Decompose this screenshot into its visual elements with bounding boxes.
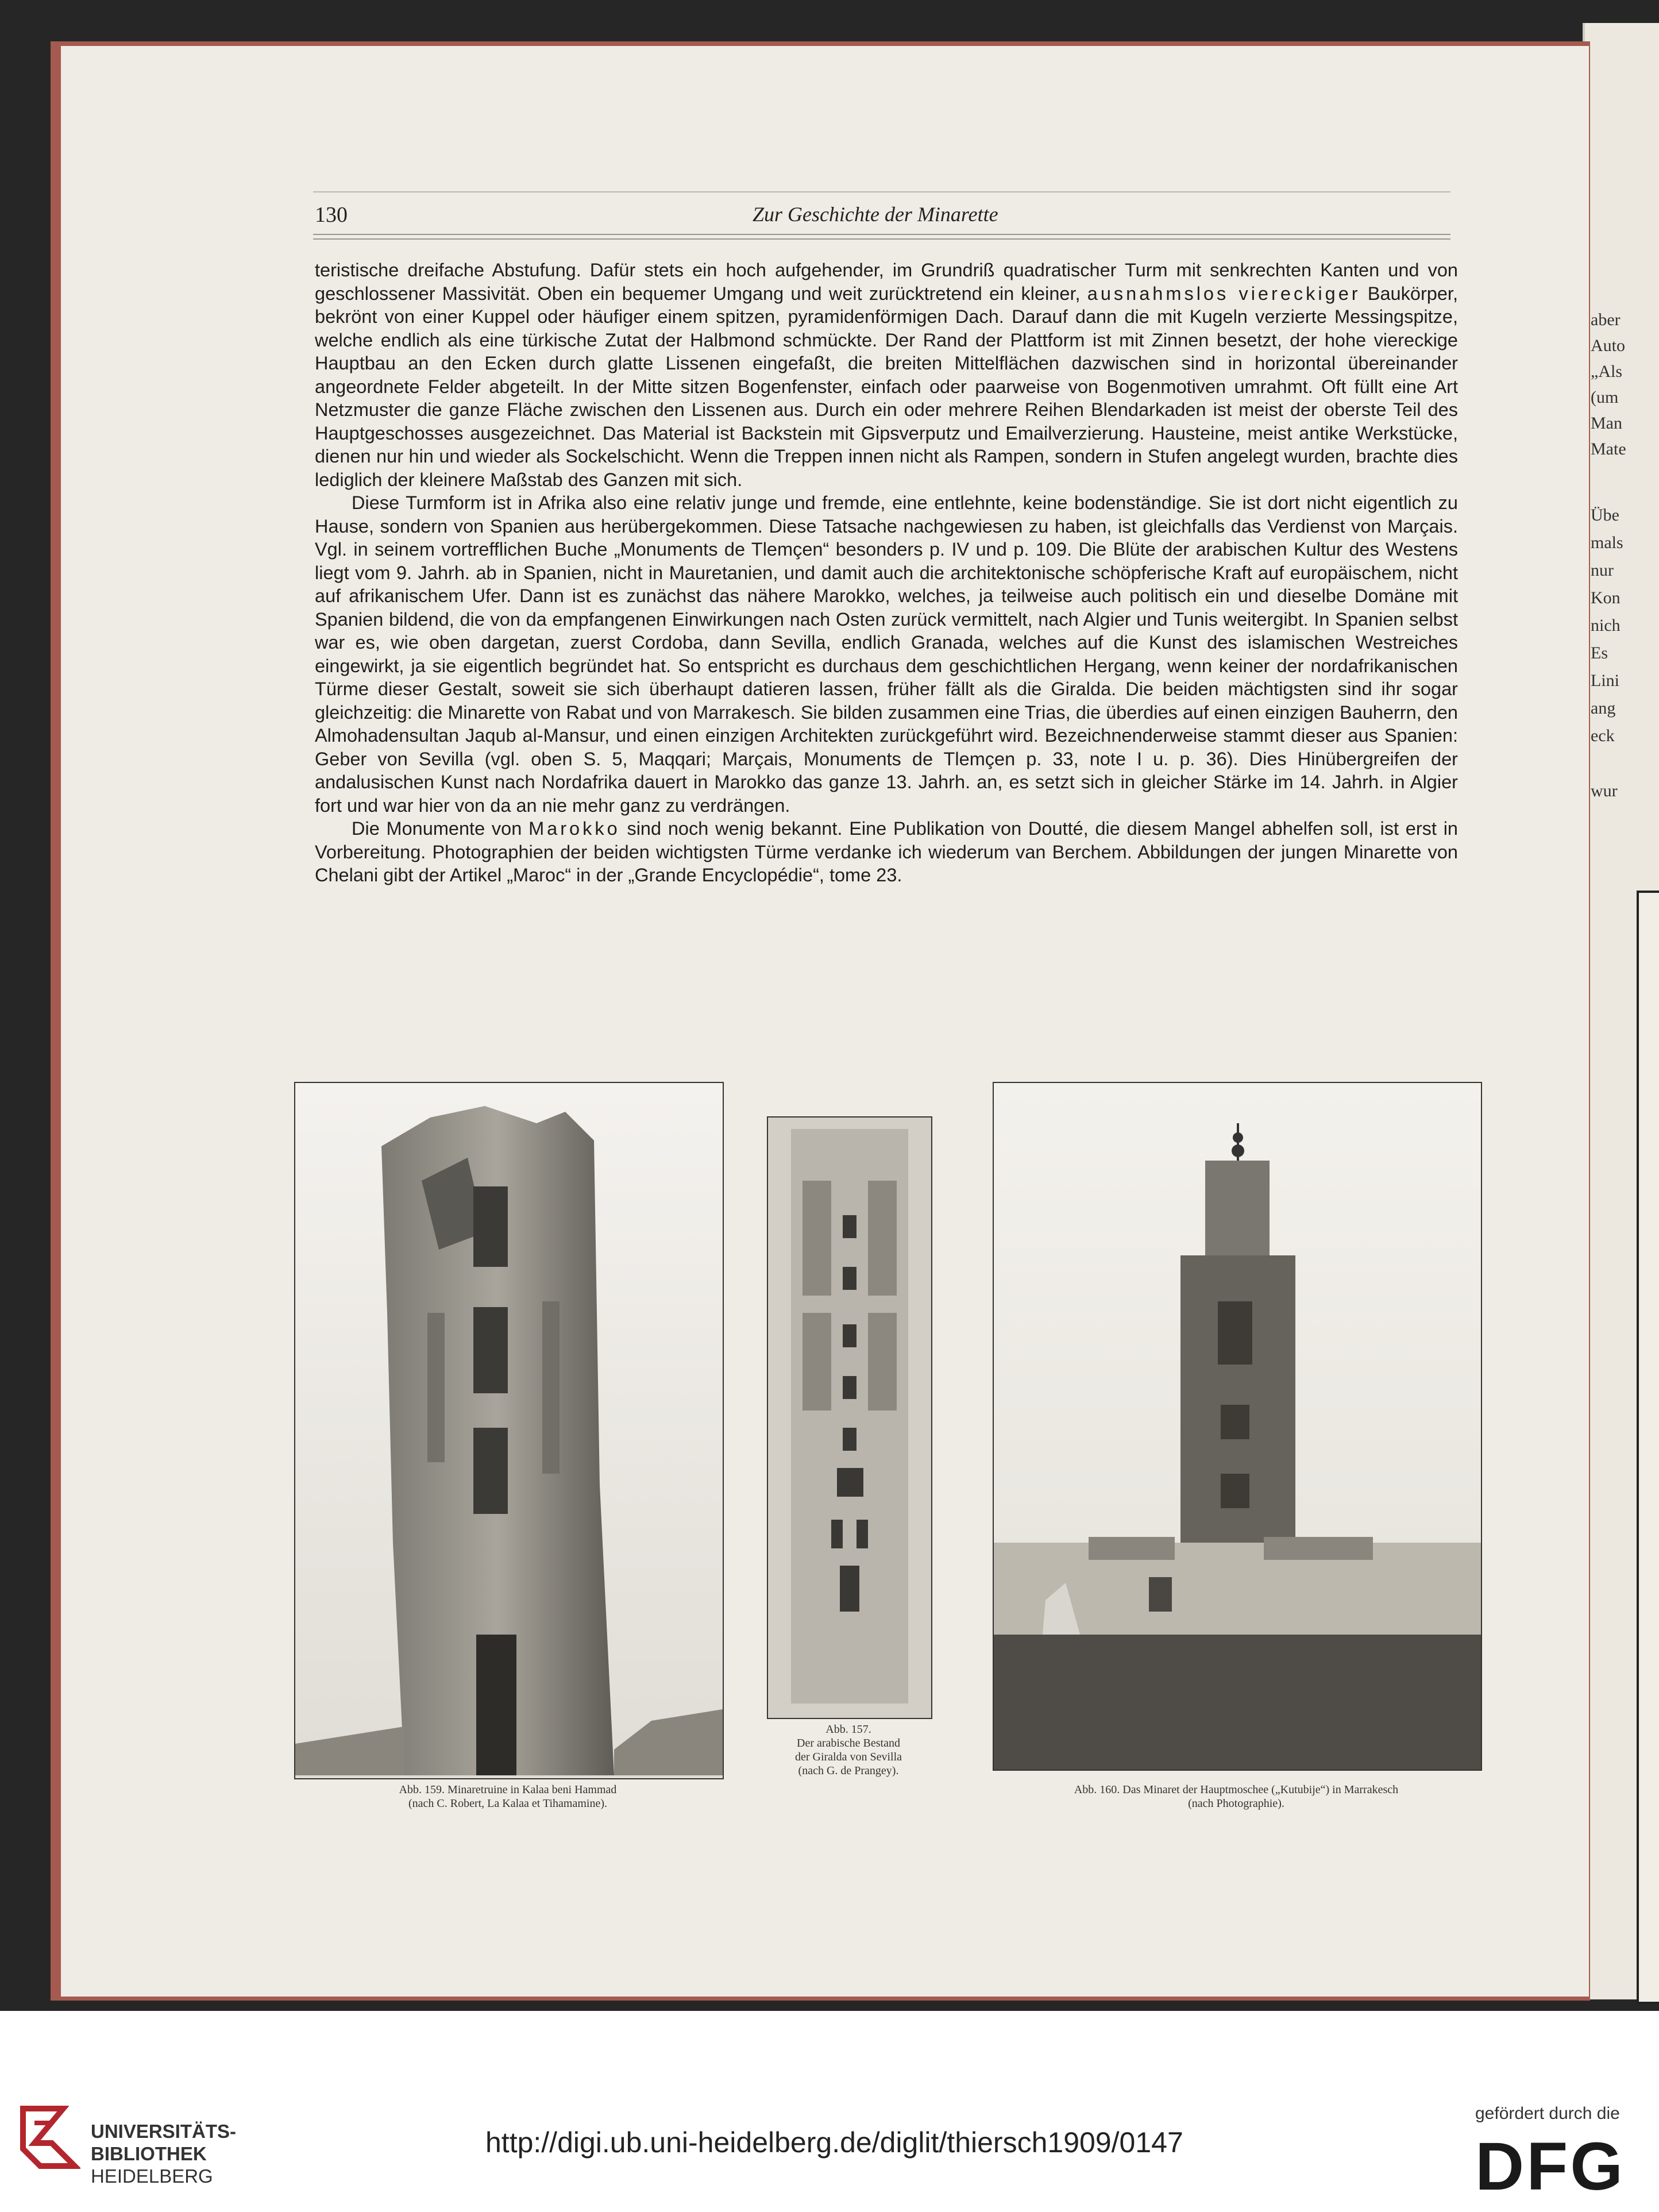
footer-bar: [0, 2011, 1659, 2212]
permalink-url[interactable]: http://digi.ub.uni-heidelberg.de/diglit/thiersch1909/0147: [485, 2126, 1183, 2159]
spaced-emphasis: ausnahmslos viereckiger: [1087, 283, 1361, 304]
funding-label: gefördert durch die: [1475, 2104, 1620, 2123]
fragment: wur: [1591, 781, 1618, 800]
paragraph: teristische dreifache Abstufung. Dafür stets ein hoch aufgehender, im Grundriß quadratischer Turm mit senkrechten Kanten und von geschlossener Massivität. Oben ein bequemer Umgang und weit zurücktretend ein kleiner, ausnahmslos viereckiger Baukörper, bekrönt von einer Kuppel oder häufiger einem spitzen, pyramidenförmigen Dach. Darauf dann die mit Kugeln verzierte Messingspitze, welche endlich als eine türkische Zutat der Halbmond schmückte. Der Rand der Plattform ist mit Zinnen besetzt, der hohe viereckige Hauptbau an den Ecken durch glatte Lissenen eingefaßt, die breiten Mittelflächen dazwischen sind in horizontal übereinander angeordnete Felder abgeteilt. In der Mitte sitzen Bogenfenster, einfach oder paarweise von Bogenmotiven umrahmt. Oft füllt eine Art Netzmuster die ganze Fläche zwischen den Lissenen aus. Durch ein oder mehrere Reihen Blendarkaden ist meist der oberste Teil des Hauptgeschosses ausgezeichnet. Das Material ist Backstein mit Gipsverputz und Emailverzierung. Hausteine, meist antike Werkstücke, dienen nur hin und wieder als Sockelschicht. Wenn die Treppen innen nicht als Rampen, sondern in Stufen angelegt wurden, brachte dies lediglich der kleinere Maßstab des Ganzen mit sich.: [315, 260, 1458, 490]
page-number: 130: [315, 203, 348, 227]
header-rule: [313, 238, 1450, 240]
figure-157-image: [767, 1116, 932, 1719]
fragment: „Als: [1591, 362, 1622, 381]
fragment: Es: [1591, 643, 1608, 662]
body-text: [315, 259, 1458, 887]
fragment: ang: [1591, 699, 1616, 718]
ruined-minaret-photo: [295, 1083, 723, 1778]
dfg-logo: DFG: [1475, 2129, 1626, 2205]
fragment: Übe: [1591, 506, 1619, 525]
figure-160-caption: Abb. 160. Das Minaret der Hauptmoschee („Kutubije“) in Marrakesch (nach Photographie).: [1074, 1783, 1399, 1810]
fragment: eck: [1591, 726, 1615, 745]
paragraph: Die Monumente von Marokko sind noch wenig bekannt. Eine Publikation von Doutté, die diesem Mangel abhelfen soll, ist erst in Vorbereitung. Photographien der beiden wichtigsten Türme verdanke ich wiederum van Berchem. Abbildungen der jungen Minarette von Chelani gibt der Artikel „Maroc“ in der „Grande Encyclopédie“, tome 23.: [315, 818, 1458, 885]
fragment: Kon: [1591, 588, 1621, 607]
fragment: nich: [1591, 616, 1621, 635]
spaced-emphasis: Marokko: [528, 818, 620, 839]
header-rule: [313, 191, 1450, 192]
fragment: (um: [1591, 388, 1619, 407]
ub-heidelberg-logo: [17, 2103, 80, 2172]
fragment: Auto: [1591, 336, 1625, 355]
figure-159-caption: Abb. 159. Minaretruine in Kalaa beni Hammad (nach C. Robert, La Kalaa et Tihamamine).: [399, 1783, 617, 1810]
fragment: Man: [1591, 414, 1622, 433]
figure-159-image: [294, 1082, 724, 1779]
paragraph: Diese Turmform ist in Afrika also eine relativ junge und fremde, eine entlehnte, keine bodenständige. Sie ist dort nicht eigentlich zu Hause, sondern von Spanien aus herübergekommen. Diese Tatsache nachgewiesen zu haben, ist gleichfalls das Verdienst von Marçais. Vgl. in seinem vortrefflichen Buche „Monuments de Tlemçen“ besonders p. IV und p. 109. Die Blüte der arabischen Kultur des Westens liegt vom 9. Jahrh. ab in Spanien, nicht in Mauretanien, und damit auch die architektonische schöpferische Kraft auf europäischem, nicht auf afrikanischem Ufer. Dann ist es zunächst das nähere Marokko, welches, ja teilweise auch politisch ein und dieselbe Domäne mit Spanien bildend, die von da empfangenen Einwirkungen nach Osten zurück vermittelt, nach Algier und Tunis weitergibt. In Spanien selbst war es, wie oben dargetan, zuerst Cordoba, dann Sevilla, endlich Granada, welches auf die Kunst des islamischen Westreiches eingewirkt, ja sie eigentlich begründet hat. So entspricht es durchaus dem geschichtlichen Hergang, wenn keiner der nordafrikanischen Türme dieser Gestalt, soweit sie sich überhaupt datieren lassen, früher fällt als die Giralda. Die beiden mächtigsten sind ihr sogar gleichzeitig: die Minarette von Rabat und von Marrakesch. Sie bilden zusammen eine Trias, die überdies auf einen einzigen Bauherrn, den Almohadensultan Jaqub al-Mansur, und einen einzigen Architekten zurückgeführt wird. Bezeichnenderweise stammt dieser aus Spanien: Geber von Sevilla (vgl. oben S. 5, Maqqari; Marçais, Monuments de Tlemçen p. 33, note I u. p. 36). Dies Hinübergreifen der andalusischen Kunst nach Nordafrika dauert in Marokko das ganze 13. Jahrh. an, es setzt sich in gleicher Stärke im 14. Jahrh. in Algier fort und war hier von da an nie mehr ganz zu verdrängen.: [315, 492, 1458, 816]
fragment: Mate: [1591, 440, 1626, 458]
header-rule: [313, 234, 1450, 235]
figure-160-image: [993, 1082, 1482, 1771]
library-name: UNIVERSITÄTS- BIBLIOTHEK HEIDELBERG: [91, 2121, 237, 2187]
fragment: aber: [1591, 310, 1621, 329]
giralda-drawing: [768, 1117, 931, 1718]
fragment: nur: [1591, 561, 1614, 580]
fragment: Lini: [1591, 671, 1619, 690]
figure-157-caption: Abb. 157. Der arabische Bestand der Giralda von Sevilla (nach G. de Prangey).: [794, 1723, 902, 1777]
running-title: Zur Geschichte der Minarette: [753, 203, 998, 226]
facing-page-edge: [1583, 23, 1659, 1999]
kutubiya-photo: [994, 1083, 1481, 1770]
fragment: mals: [1591, 533, 1623, 552]
facing-page-figure-frame: [1637, 891, 1659, 2004]
